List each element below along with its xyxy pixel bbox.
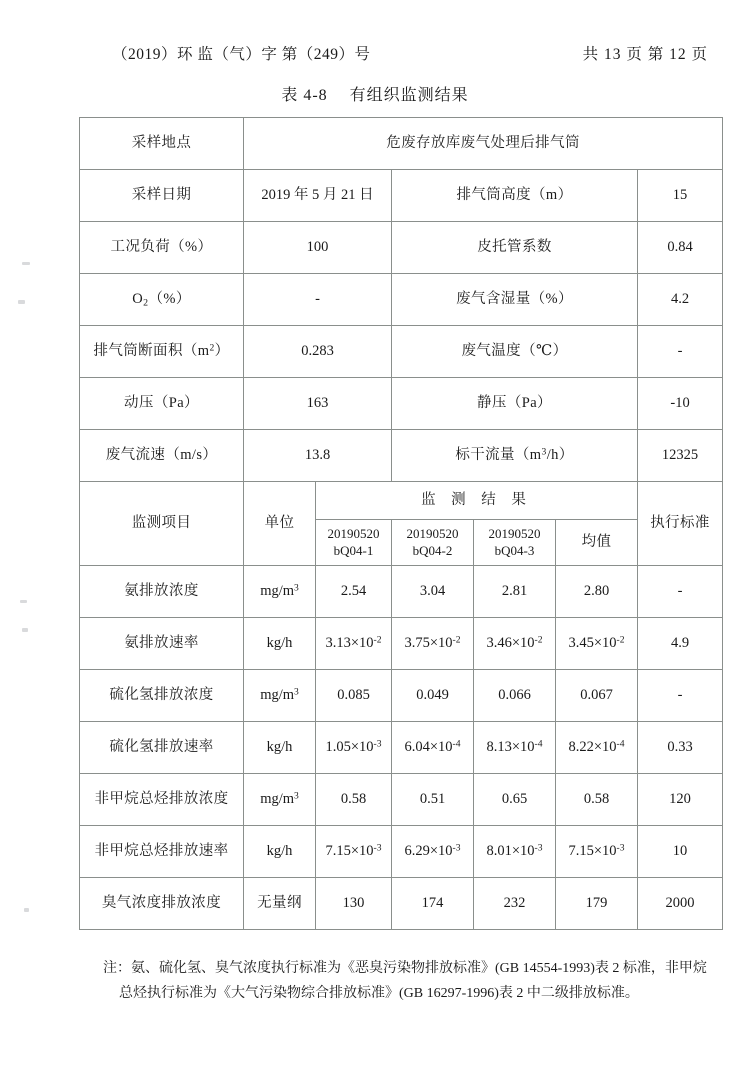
row-label-static-pressure: 静压（Pa） <box>392 378 638 430</box>
row-value-operating-load: 100 <box>244 222 392 274</box>
column-header-mean: 均值 <box>556 520 638 566</box>
row-label-operating-load: 工况负荷（%） <box>80 222 244 274</box>
result-unit: kg/h <box>244 826 316 878</box>
result-item-name: 硫化氢排放浓度 <box>80 670 244 722</box>
result-sample-1: $3.13\times 10^{-2}$ <box>316 618 392 670</box>
result-sample-2: $3.75\times 10^{-2}$ <box>392 618 474 670</box>
result-mean: 179 <box>556 878 638 930</box>
result-standard: 0.33 <box>638 722 723 774</box>
result-sample-1: $7.15\times 10^{-3}$ <box>316 826 392 878</box>
result-item-name: 硫化氢排放速率 <box>80 722 244 774</box>
result-sample-1: 2.54 <box>316 566 392 618</box>
result-sample-3: $8.13\times 10^{-4}$ <box>474 722 556 774</box>
document-header <box>0 42 750 64</box>
result-standard: 10 <box>638 826 723 878</box>
result-standard: 4.9 <box>638 618 723 670</box>
row-label-sampling-location: 采样地点 <box>80 118 244 170</box>
row-label-humidity: 废气含湿量（%） <box>392 274 638 326</box>
result-sample-1: $1.05\times 10^{-3}$ <box>316 722 392 774</box>
result-standard: - <box>638 670 723 722</box>
result-mean: 2.80 <box>556 566 638 618</box>
result-sample-1: 0.085 <box>316 670 392 722</box>
table-title-name: 有组织监测结果 <box>349 87 469 104</box>
result-sample-2: $6.04\times 10^{-4}$ <box>392 722 474 774</box>
table-row <box>80 722 723 774</box>
row-value-gas-temperature: - <box>638 326 723 378</box>
row-value-pitot-coefficient: 0.84 <box>638 222 723 274</box>
result-mean: 0.067 <box>556 670 638 722</box>
row-value-sampling-date: 2019 年 5 月 21 日 <box>244 170 392 222</box>
result-unit: kg/h <box>244 722 316 774</box>
result-sample-2: 3.04 <box>392 566 474 618</box>
row-label-stack-area: 排气筒断面积$(m^2)$ <box>80 326 244 378</box>
table-row-gas-velocity <box>80 430 723 482</box>
row-label-gas-temperature: 废气温度（℃） <box>392 326 638 378</box>
row-label-oxygen: $O_2(\%)$ <box>80 274 244 326</box>
row-value-gas-velocity: 13.8 <box>244 430 392 482</box>
table-row-sampling-date <box>80 170 723 222</box>
table-row <box>80 878 723 930</box>
table-row-sampling-location <box>80 118 723 170</box>
result-sample-2: 0.049 <box>392 670 474 722</box>
page-number: 共 13 页 第 12 页 <box>582 46 708 63</box>
result-unit: $mg/m^3$ <box>244 774 316 826</box>
row-value-standard-flow: 12325 <box>638 430 723 482</box>
result-item-name: 臭气浓度排放浓度 <box>80 878 244 930</box>
column-header-standard: 执行标准 <box>638 482 723 566</box>
row-value-static-pressure: -10 <box>638 378 723 430</box>
table-row <box>80 618 723 670</box>
result-mean: $7.15\times 10^{-3}$ <box>556 826 638 878</box>
table-row-dynamic-pressure <box>80 378 723 430</box>
row-label-gas-velocity: 废气流速（m/s） <box>80 430 244 482</box>
scan-artifact <box>20 600 27 603</box>
footnote-line-1: 注：氨、硫化氢、臭气浓度执行标准为《恶臭污染物排放标准》(GB 14554-1993)表 2 标准，非甲烷 <box>103 961 707 976</box>
table-row <box>80 566 723 618</box>
table-row-operating-load <box>80 222 723 274</box>
column-header-results-group: 监 测 结 果 <box>316 482 638 520</box>
table-row-results-group-header <box>80 482 723 520</box>
result-sample-3: 0.066 <box>474 670 556 722</box>
table-footnote <box>103 957 718 1006</box>
result-item-name: 氨排放速率 <box>80 618 244 670</box>
result-standard: 120 <box>638 774 723 826</box>
result-sample-1: 130 <box>316 878 392 930</box>
monitoring-results-table <box>79 117 723 930</box>
column-header-item: 监测项目 <box>80 482 244 566</box>
table-body <box>80 118 723 930</box>
result-mean: $8.22\times 10^{-4}$ <box>556 722 638 774</box>
result-standard: - <box>638 566 723 618</box>
row-value-humidity: 4.2 <box>638 274 723 326</box>
result-sample-2: $6.29\times 10^{-3}$ <box>392 826 474 878</box>
table-row <box>80 774 723 826</box>
row-value-oxygen: - <box>244 274 392 326</box>
table-row <box>80 670 723 722</box>
row-label-dynamic-pressure: 动压（Pa） <box>80 378 244 430</box>
column-header-sample-2: 20190520 bQ04-2 <box>392 520 474 566</box>
result-sample-3: $3.46\times 10^{-2}$ <box>474 618 556 670</box>
scan-artifact <box>18 300 25 304</box>
result-item-name: 非甲烷总烃排放浓度 <box>80 774 244 826</box>
result-standard: 2000 <box>638 878 723 930</box>
scan-artifact <box>22 262 30 265</box>
result-item-name: 非甲烷总烃排放速率 <box>80 826 244 878</box>
column-header-sample-3: 20190520 bQ04-3 <box>474 520 556 566</box>
footnote-line-2: 总烃执行标准为《大气污染物综合排放标准》(GB 16297-1996)表 2 中二级排放标准。 <box>119 985 639 1001</box>
result-sample-3: 2.81 <box>474 566 556 618</box>
table-row-oxygen <box>80 274 723 326</box>
row-value-stack-area: 0.283 <box>244 326 392 378</box>
result-mean: $3.45\times 10^{-2}$ <box>556 618 638 670</box>
table-row-stack-area <box>80 326 723 378</box>
scan-artifact <box>22 628 28 632</box>
document-number: （2019）环 监（气）字 第（249）号 <box>112 46 371 63</box>
result-sample-3: 232 <box>474 878 556 930</box>
row-label-stack-height: 排气筒高度（m） <box>392 170 638 222</box>
result-sample-1: 0.58 <box>316 774 392 826</box>
result-sample-2: 0.51 <box>392 774 474 826</box>
table-row <box>80 826 723 878</box>
result-unit: $mg/m^3$ <box>244 566 316 618</box>
result-unit: 无量纲 <box>244 878 316 930</box>
row-label-pitot-coefficient: 皮托管系数 <box>392 222 638 274</box>
column-header-unit: 单位 <box>244 482 316 566</box>
scan-artifact <box>24 908 29 912</box>
row-value-dynamic-pressure: 163 <box>244 378 392 430</box>
result-item-name: 氨排放浓度 <box>80 566 244 618</box>
row-value-sampling-location: 危废存放库废气处理后排气筒 <box>244 118 723 170</box>
table-title <box>0 82 750 105</box>
result-sample-2: 174 <box>392 878 474 930</box>
table-title-number: 表 4-8 <box>281 87 328 104</box>
row-value-stack-height: 15 <box>638 170 723 222</box>
result-unit: kg/h <box>244 618 316 670</box>
column-header-sample-1: 20190520 bQ04-1 <box>316 520 392 566</box>
row-label-standard-flow: 标干流量$(m^3/h)$ <box>392 430 638 482</box>
row-label-sampling-date: 采样日期 <box>80 170 244 222</box>
result-sample-3: 0.65 <box>474 774 556 826</box>
result-sample-3: $8.01\times 10^{-3}$ <box>474 826 556 878</box>
result-mean: 0.58 <box>556 774 638 826</box>
result-unit: $mg/m^3$ <box>244 670 316 722</box>
